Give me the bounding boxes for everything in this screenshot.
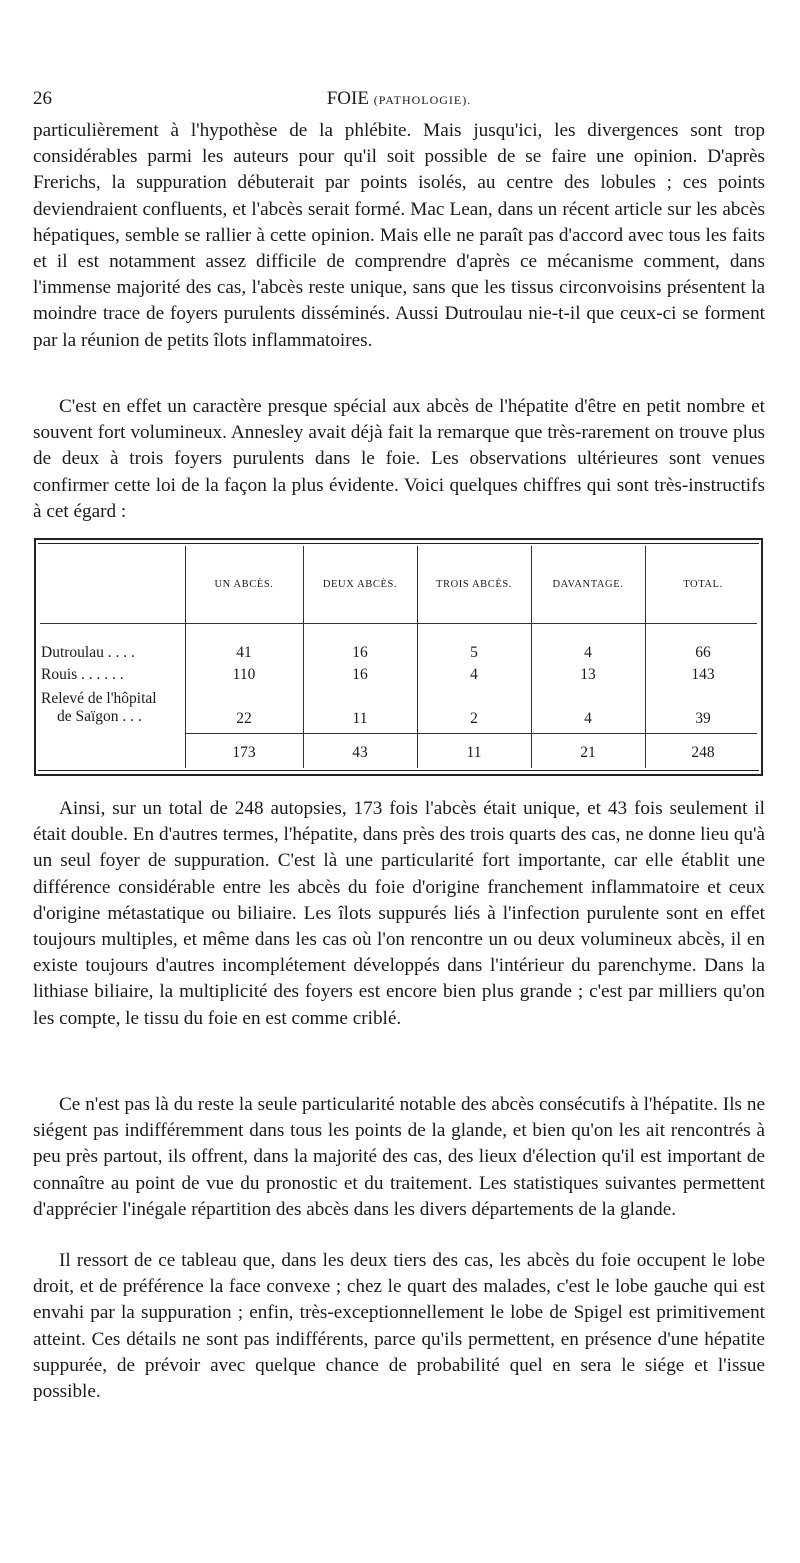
table-cell: 4	[584, 710, 592, 727]
statistics-table	[34, 538, 763, 776]
table-cell: 22	[236, 710, 252, 727]
row-label-saigon	[41, 690, 157, 726]
table-inner-bottom-rule	[38, 770, 759, 771]
paragraph-2: C'est en effet un caractère presque spécial aux abcès de l'hépatite d'être en petit nombre et souvent fort volumineux. Annesley avait déjà fait la remarque que très-rarement on trouve plus de deux à trois foyers purulents dans le foie. Les observations ultérieures sont venues confirmer cette loi de la façon la plus évidente. Voici quelques chiffres qui sont très-instructifs à cet égard :	[33, 396, 765, 522]
column-header-three-abscesses: TROIS ABCÈS.	[435, 579, 513, 590]
table-inner-top-rule	[38, 543, 759, 544]
document-page	[33, 0, 765, 1563]
table-cell: 16	[352, 666, 368, 683]
paragraph-1: particulièrement à l'hypothèse de la phlébite. Mais jusqu'ici, les divergences sont trop considérables parmi les auteurs pour qu'il soit possible de se faire une opinion. D'après Frerichs, la suppuration débuterait par points isolés, au centre des lobules ; ces points deviendraient confluents, et l'abcès serait formé. Mac Lean, dans un récent article sur les abcès hépatiques, semble se rallier à cette opinion. Mais elle ne paraît pas d'accord avec tous les faits et il est notamment assez difficile de comprendre d'après ce mécanisme comment, dans l'immense majorité des cas, l'abcès reste unique, sans que les tissus circonvoisins présentent la moindre trace de foyers purulents disséminés. Aussi Dutroulau nie-t-il que ceux-ci se forment par la réunion de petits îlots inflammatoires.	[33, 120, 765, 351]
table-cell: 11	[352, 710, 368, 727]
total-cell: 11	[466, 744, 482, 761]
running-title-subtitle: (PATHOLOGIE).	[373, 93, 472, 107]
header-row-rule	[40, 623, 757, 624]
column-header-two-abscesses: DEUX ABCÈS.	[322, 579, 398, 590]
paragraph-5: Il ressort de ce tableau que, dans les deux tiers des cas, les abcès du foie occupent le lobe droit, et de préférence la face convexe ; chez le quart des malades, c'est le lobe gauche qui est envahi par la suppuration ; enfin, très-exceptionnellement le lobe de Spigel est primitivement atteint. Ces détails ne sont pas indifférents, parce qu'ils permettent, en présence d'une hépatite suppurée, de prévoir avec quelque chance de probabilité quel en sera le siége et l'issue possible.	[33, 1250, 765, 1403]
table-cell: 143	[691, 666, 715, 683]
running-head	[33, 88, 765, 112]
table-cell: 4	[470, 666, 478, 683]
table-cell: 41	[236, 644, 252, 661]
total-cell: 21	[580, 744, 596, 761]
table-cell: 39	[695, 710, 711, 727]
column-header-more: DAVANTAGE.	[552, 579, 624, 590]
row-label-saigon-line1: Relevé de l'hôpital	[41, 690, 157, 707]
column-header-total: TOTAL.	[683, 579, 723, 590]
running-title	[33, 88, 765, 110]
total-cell: 43	[352, 744, 368, 761]
row-label-dutroulau: Dutroulau . . . .	[41, 644, 135, 661]
paragraph-4: Ce n'est pas là du reste la seule particularité notable des abcès consécutifs à l'hépatite. Ils ne siégent pas indifféremment dans tous les points de la glande, et bien qu'on les ait rencontrés à peu près partout, ils offrent, dans la majorité des cas, des lieux d'élection qu'il est important de connaître au point de vue du pronostic et du traitement. Les statistiques suivantes permettent d'apprécier l'inégale répartition des abcès dans les divers départements de la glande.	[33, 1094, 765, 1220]
table-cell: 13	[580, 666, 596, 683]
column-header-one-abscess: UN ABCÈS.	[214, 579, 274, 590]
row-label-saigon-line2: de Saïgon . . .	[57, 708, 142, 725]
page-number: 26	[33, 88, 52, 109]
table-cell: 4	[584, 644, 592, 661]
table-cell: 110	[232, 666, 256, 683]
running-title-main: FOIE	[326, 88, 369, 109]
total-cell: 248	[691, 744, 715, 761]
table-cell: 16	[352, 644, 368, 661]
total-cell: 173	[232, 744, 256, 761]
row-label-rouis: Rouis . . . . . .	[41, 666, 124, 683]
totals-row-rule	[185, 733, 757, 734]
table-cell: 66	[695, 644, 711, 661]
table-cell: 2	[470, 710, 478, 727]
paragraph-3: Ainsi, sur un total de 248 autopsies, 173 fois l'abcès était unique, et 43 fois seulement il était double. En d'autres termes, l'hépatite, dans près des trois quarts des cas, ne donne lieu qu'à un seul foyer de suppuration. C'est là une particularité fort importante, car elle établit une différence considérable entre les abcès du foie d'origine franchement inflammatoire et ceux d'origine métastatique ou biliaire. Les îlots suppurés liés à l'infection purulente sont en effet toujours multiples, et même dans les cas où l'on rencontre un ou deux volumineux abcès, il en existe toujours d'autres incomplétement développés dans l'intérieur du parenchyme. Dans la lithiase biliaire, la multiplicité des foyers est encore bien plus grande ; c'est par milliers qu'on les compte, le tissu du foie en est comme criblé.	[33, 798, 765, 1029]
table-cell: 5	[470, 644, 478, 661]
